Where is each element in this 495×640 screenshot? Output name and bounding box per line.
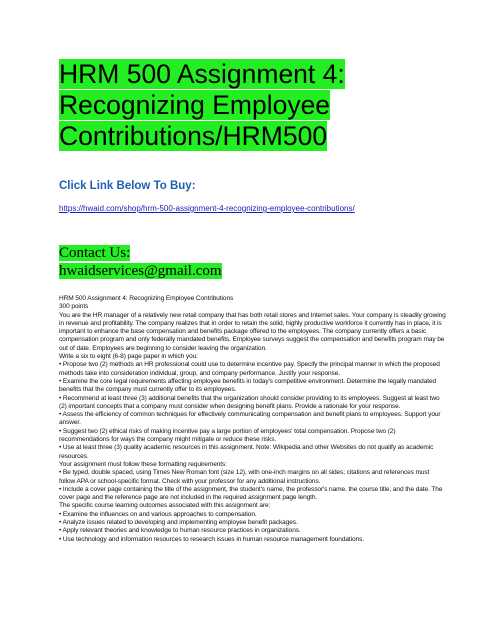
title-line-1: HRM 500 Assignment 4: [59,59,345,89]
body-line-outcomes: The specific course learning outcomes associated with this assignment are: [59,502,271,510]
body-bullet-resources: • Use at least three (3) quality academic resources in this assignment. Note: Wikipedia and other Websites do not qualify as academic resources. [59,444,434,460]
contact-email-link[interactable]: hwaidservices@gmail.com [59,263,222,279]
document-title [59,59,345,152]
assignment-body [59,295,447,544]
buy-link[interactable]: https://hwaid.com/shop/hrm-500-assignment-4-recognizing-employee-contributions/ [59,204,355,213]
click-link-heading: Click Link Below To Buy: [59,180,196,192]
body-line-heading: HRM 500 Assignment 4: Recognizing Employee Contributions [59,295,234,302]
body-bullet-outcome-2: • Analyze issues related to developing and implementing employee benefit packages. [59,519,298,527]
body-bullet-outcome-1: • Examine the influences on and various approaches to compensation. [59,510,257,518]
title-line-2: Recognizing Employee [59,90,331,120]
body-bullet-additional-benefits: • Recommend at least three (3) additional benefits that the organization should consider providing to its employees. Suggest at least two (2) important concepts that a company must consider when designing benefit plans. Provide a rationale for your response. [59,394,440,410]
body-bullet-outcome-3: • Apply relevant theories and knowledge to human resource practices in organizations. [59,527,301,535]
body-bullet-typed: • Be typed, double spaced, using Times New Roman font (size 12), with one-inch margins on all sides; citations and references must follow APA or school-specific format. Check with your professor for any additional instructions. [59,469,430,485]
body-paragraph-scenario: You are the HR manager of a relatively new retail company that has both retail stores and Internet sales. Your company is steadily growing in revenue and profitability. The company realizes that in order to retain the solid, highly productive workforce it currently has in place, it is important to enhance the base compensation and benefits package offered to the employees. The company currently offers a basic compensation program and only federally mandated benefits. Employee surveys suggest the compensation and benefits program may be out of date. Employees are beginning to consider leaving the organization. [59,311,446,352]
body-bullet-legal-requirements: • Examine the core legal requirements affecting employee benefits in today's competitive environment. Determine the legally mandated benefits that the company must currently offer to its employees. [59,377,437,394]
contact-label: Contact Us: [59,245,131,261]
body-bullet-incentive-pay: • Propose two (2) methods an HR professional could use to determine incentive pay. Specify the principal manner in which the proposed methods take into consideration individual, group, and company performance. Justify your response. [59,361,440,377]
body-bullet-ethical-risks: • Suggest two (2) ethical risks of making incentive pay a large portion of employees' total compensation. Propose two (2) recommendations for ways the company might mitigate or reduce these risks. [59,427,396,444]
body-bullet-outcome-4: • Use technology and information resources to research issues in human resource management foundations. [59,535,364,543]
body-line-points: 300 points [59,303,89,311]
contact-block [59,244,222,280]
body-line-instructions: Write a six to eight (6-8) page paper in which you: [59,353,198,361]
body-bullet-communication: • Assess the efficiency of common techniques for effectively communicating compensation and benefit plans to employees. Support your answer. [59,411,441,427]
body-line-formatting: Your assignment must follow these formatting requirements: [59,460,227,468]
body-bullet-cover-page: • Include a cover page containing the title of the assignment, the student's name, the professor's name, the course title, and the date. The cover page and the reference page are not included in the required assignment page length. [59,485,443,502]
title-line-3: Contributions/HRM500 [59,121,328,151]
